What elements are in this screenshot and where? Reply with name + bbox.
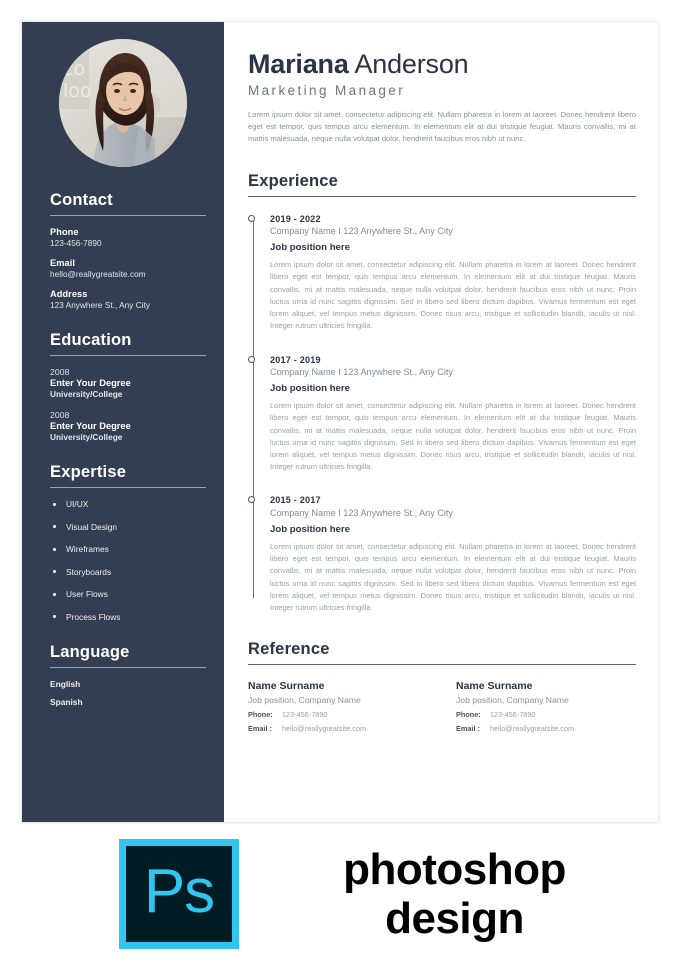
photoshop-logo-inner <box>126 846 232 942</box>
sidebar-heading-contact: Contact <box>50 191 113 209</box>
education-school: University/College <box>50 432 123 442</box>
reference-item <box>248 680 428 733</box>
experience-description: Lorem ipsum dolor sit amet, consectetur adipiscing elit. Nullam pharetra in lorem at laoreet. Donec hendrerit libero eget est tempor, quis tempus arcu elementum. In elementum elit at dui tristique feugiat. Mauris convallis, mi at mattis malesuada, neque nulla volutpat dolor, hendrerit faucibus eros nibh ut nunc. Proin luctus urna id nunc sagittis dignissim. Sed in libero sed libero dictum dapibus. Vivamus fermentum est eget lorem aliquet, vel tempus metus dignissim. Donec risus arcu, tristique et sollicitudin blandit, iaculis ut nisl. Integer rutrum ultricies fringilla. <box>270 541 636 612</box>
expertise-item: User Flows <box>50 589 206 599</box>
contact-phone-label: Phone <box>50 227 79 237</box>
experience-date: 2019 - 2022 <box>270 213 321 224</box>
reference-email-row <box>248 724 428 733</box>
experience-description: Lorem ipsum dolor sit amet, consectetur adipiscing elit. Nullam pharetra in lorem at laoreet. Donec hendrerit libero eget est tempor, quis tempus arcu elementum. In elementum elit at dui tristique feugiat. Mauris convallis, mi at mattis malesuada, neque nulla volutpat dolor, hendrerit faucibus eros nibh ut nunc. Proin luctus urna id nunc sagittis dignissim. Sed in libero sed libero dictum dapibus. Vivamus fermentum est eget lorem aliquet, vel tempus metus dignissim. Donec risus arcu, tristique et sollicitudin blandit, iaculis ut nisl. Integer rutrum ultricies fringilla. <box>270 260 636 331</box>
experience-description: Lorem ipsum dolor sit amet, consectetur adipiscing elit. Nullam pharetra in lorem at laoreet. Donec hendrerit libero eget est tempor, quis tempus arcu elementum. In elementum elit at dui tristique feugiat. Mauris convallis, mi at mattis malesuada, neque nulla volutpat dolor, hendrerit faucibus eros nibh ut nunc. Proin luctus urna id nunc sagittis dignissim. Sed in libero sed libero dictum dapibus. Vivamus fermentum est eget lorem aliquet, vel tempus metus dignissim. Donec risus arcu, tristique et sollicitudin blandit, iaculis ut nisl. Integer rutrum ultricies fringilla. <box>270 401 636 472</box>
photoshop-logo-text: Ps <box>143 857 215 926</box>
experience-company: Company Name I 123 Anywhere St., Any City <box>270 226 453 237</box>
section-heading-experience: Experience <box>248 171 339 190</box>
sidebar-rule-expertise <box>50 487 206 488</box>
education-list <box>50 367 206 442</box>
contact-email-value[interactable]: hello@reallygreatsite.com <box>50 270 146 279</box>
experience-position: Job position here <box>270 523 350 535</box>
resume-page <box>22 22 658 822</box>
contact-phone-value[interactable]: 123-456-7890 <box>50 239 102 248</box>
sidebar-heading-education: Education <box>50 331 132 349</box>
sidebar-heading-expertise: Expertise <box>50 463 127 481</box>
experience-date: 2017 - 2019 <box>270 354 321 365</box>
experience-company: Company Name I 123 Anywhere St., Any City <box>270 367 453 378</box>
sidebar-heading-language: Language <box>50 642 130 661</box>
photoshop-logo-icon <box>119 839 239 949</box>
experience-timeline <box>248 214 636 614</box>
last-name: Anderson <box>354 49 469 79</box>
education-item <box>50 410 206 442</box>
contact-email-label: Email <box>50 258 76 268</box>
experience-position: Job position here <box>270 242 350 254</box>
reference-name: Name Surname <box>248 680 325 693</box>
reference-name: Name Surname <box>456 680 533 693</box>
reference-email-label: Email : <box>456 724 480 734</box>
contact-address-label: Address <box>50 289 88 299</box>
expertise-item: UI/UX <box>50 499 206 509</box>
photoshop-banner <box>0 826 680 962</box>
reference-email-value: hello@reallygreatsite.com <box>490 724 575 734</box>
page-title <box>248 50 636 80</box>
reference-email-row <box>456 724 636 733</box>
reference-item <box>456 680 636 733</box>
profile-photo-wrap <box>22 22 224 167</box>
education-degree: Enter Your Degree <box>50 378 131 388</box>
timeline-dot-icon <box>248 215 255 222</box>
experience-date: 2015 - 2017 <box>270 495 321 506</box>
main-column <box>224 22 658 822</box>
sidebar-rule-education <box>50 355 206 356</box>
first-name: Mariana <box>248 49 349 79</box>
svg-text:loo: loo <box>63 80 92 102</box>
expertise-item: Process Flows <box>50 612 206 622</box>
language-item: English <box>50 678 81 689</box>
reference-phone-label: Phone: <box>248 710 273 720</box>
expertise-list <box>50 499 206 622</box>
contact-block <box>50 227 206 310</box>
education-school: University/College <box>50 389 123 399</box>
reference-job: Job position, Company Name <box>456 695 569 706</box>
reference-phone-row <box>456 710 636 719</box>
section-heading-reference: Reference <box>248 640 330 659</box>
intro-paragraph: Lorem ipsum dolor sit amet, consectetur adipiscing elit. Nullam pharetra in lorem at laoreet. Donec hendrerit libero eget est tempor, quis tempus arcu elementum. In elementum elit at dui tristique feugiat. Mauris convallis, mi at mattis malesuada, neque nulla volutpat dolor, hendrerit faucibus eros nibh ut nunc. <box>248 109 636 144</box>
experience-position: Job position here <box>270 383 350 395</box>
avatar-portrait-icon <box>59 39 187 167</box>
banner-caption <box>239 845 680 944</box>
timeline-dot-icon <box>248 356 255 363</box>
reference-phone-label: Phone: <box>456 710 481 720</box>
sidebar-rule-contact <box>50 215 206 216</box>
expertise-item: Storyboards <box>50 567 206 577</box>
svg-text:co: co <box>63 58 86 80</box>
contact-address-value: 123 Anywhere St., Any City <box>50 301 151 310</box>
reference-phone-value: 123-456-7890 <box>490 710 536 720</box>
language-item: Spanish <box>50 696 83 707</box>
sidebar-body <box>22 191 224 707</box>
expertise-item: Visual Design <box>50 522 206 532</box>
sidebar-rule-language <box>50 667 206 668</box>
experience-company: Company Name I 123 Anywhere St., Any City <box>270 507 453 518</box>
job-role: Marketing Manager <box>248 82 406 98</box>
timeline-dot-icon <box>248 496 255 503</box>
banner-line-2: design <box>385 894 524 943</box>
experience-item <box>270 355 636 474</box>
reference-phone-value: 123-456-7890 <box>282 710 328 720</box>
section-rule-reference <box>248 664 636 665</box>
reference-email-label: Email : <box>248 724 272 734</box>
reference-phone-row <box>248 710 428 719</box>
reference-email-value: hello@reallygreatsite.com <box>282 724 367 734</box>
banner-line-1: photoshop <box>343 844 566 894</box>
experience-item <box>270 214 636 333</box>
education-year: 2008 <box>50 367 70 377</box>
language-list <box>50 679 206 707</box>
reference-grid <box>248 680 636 733</box>
sidebar <box>22 22 224 822</box>
expertise-item: Wireframes <box>50 544 206 554</box>
reference-job: Job position, Company Name <box>248 695 361 706</box>
section-rule-experience <box>248 196 636 197</box>
education-year: 2008 <box>50 410 70 420</box>
experience-item <box>270 495 636 614</box>
education-item <box>50 367 206 399</box>
education-degree: Enter Your Degree <box>50 421 131 431</box>
avatar <box>59 39 187 167</box>
